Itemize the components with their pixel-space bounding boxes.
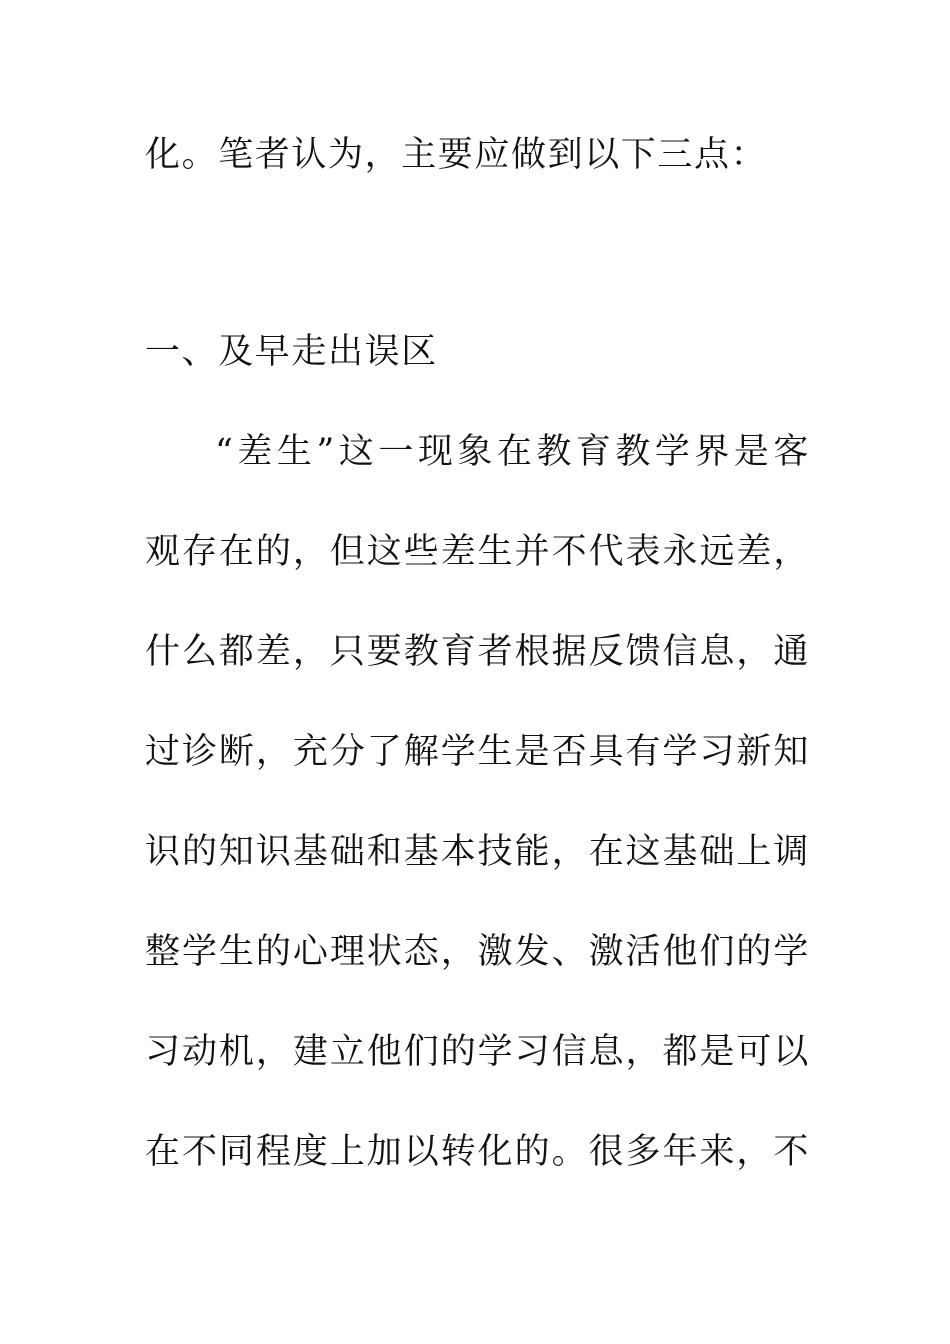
paragraph-line-4: 过诊断，充分了解学生是否具有学习新知 — [145, 732, 810, 772]
paragraph-line-3: 什么都差，只要教育者根据反馈信息，通 — [145, 632, 810, 672]
paragraph-line-6: 整学生的心理状态，激发、激活他们的学 — [145, 932, 810, 972]
paragraph-line-5: 识的知识基础和基本技能，在这基础上调 — [145, 832, 810, 872]
paragraph-line-7: 习动机，建立他们的学习信息，都是可以 — [145, 1032, 810, 1072]
paragraph-line-2: 观存在的，但这些差生并不代表永远差， — [145, 532, 810, 572]
paragraph-line-1: “差生”这一现象在教育教学界是客 — [215, 432, 810, 472]
section-heading: 一、及早走出误区 — [145, 332, 438, 372]
paragraph-line-8: 在不同程度上加以转化的。很多年来，不 — [145, 1132, 810, 1172]
paragraph-line-continuation: 化。笔者认为，主要应做到以下三点： — [145, 135, 768, 175]
